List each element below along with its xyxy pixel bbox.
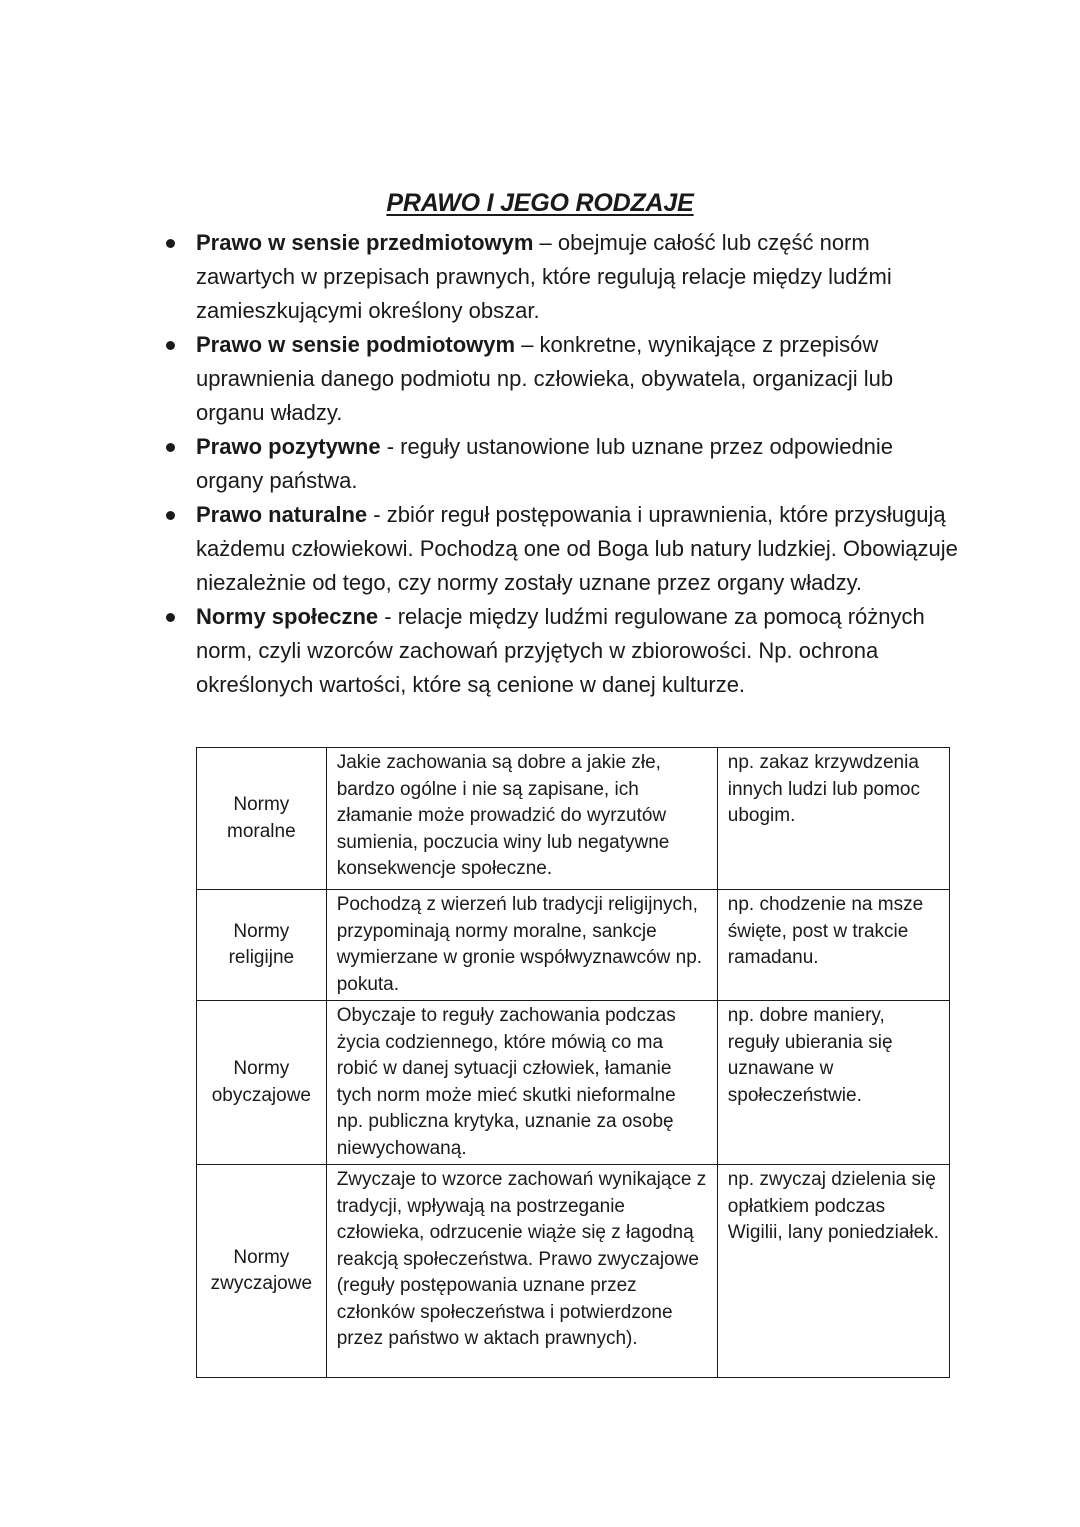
list-item-positive-law: [160, 430, 960, 498]
table-row-customary-manners: [197, 1001, 950, 1165]
page-title: PRAWO I JEGO RODZAJE: [386, 188, 694, 217]
law-types-list: [160, 226, 960, 702]
norm-example-cell: np. zwyczaj dzielenia się opłatkiem podczas Wigilii, lany poniedziałek.: [717, 1165, 949, 1378]
norm-example-cell: np. chodzenie na msze święte, post w trakcie ramadanu.: [717, 890, 949, 1001]
list-item-subjective-law: [160, 328, 960, 430]
bullet-icon: [166, 239, 175, 248]
norm-description-cell: Jakie zachowania są dobre a jakie złe, bardzo ogólne i nie są zapisane, ich złamanie może prowadzić do wyrzutów sumienia, poczucia winy lub negatywne konsekwencje społeczne.: [326, 748, 717, 890]
bullet-term: Prawo naturalne: [196, 502, 368, 527]
bullet-text: – obejmuje całość lub część norm zawartych w przepisach prawnych, które regulują relacje między ludźmi zamieszkującymi określony obszar.: [196, 230, 892, 323]
list-item-social-norms: [160, 600, 960, 702]
norm-description-cell: Obyczaje to reguły zachowania podczas życia codziennego, które mówią co ma robić w danej sytuacji człowiek, łamanie tych norm może mieć skutki nieformalne np. publiczna krytyka, uznanie za osobę niewychowaną.: [326, 1001, 717, 1165]
bullet-term: Prawo w sensie podmiotowym: [196, 332, 516, 357]
table-row-moral: [197, 748, 950, 890]
norms-table: [196, 747, 950, 1378]
bullet-term: Normy społeczne: [196, 604, 379, 629]
norm-example-cell: np. zakaz krzywdzenia innych ludzi lub pomoc ubogim.: [717, 748, 949, 890]
norm-name-cell: Normy moralne: [197, 748, 327, 890]
bullet-icon: [166, 443, 175, 452]
bullet-icon: [166, 341, 175, 350]
norm-name-cell: Normy obyczajowe: [197, 1001, 327, 1165]
norm-name-cell: Normy religijne: [197, 890, 327, 1001]
norm-name-cell: Normy zwyczajowe: [197, 1165, 327, 1378]
bullet-icon: [166, 511, 175, 520]
table-row-customs: [197, 1165, 950, 1378]
norm-example-cell: np. dobre maniery, reguły ubierania się uznawane w społeczeństwie.: [717, 1001, 949, 1165]
bullet-icon: [166, 613, 175, 622]
norm-description-cell: Zwyczaje to wzorce zachowań wynikające z tradycji, wpływają na postrzeganie człowieka, odrzucenie wiąże się z łagodną reakcją społeczeństwa. Prawo zwyczajowe (reguły postępowania uznane przez członków społeczeństwa i potwierdzone przez państwo w aktach prawnych).: [326, 1165, 717, 1378]
bullet-term: Prawo pozytywne: [196, 434, 381, 459]
bullet-text: - reguły ustanowione lub uznane przez odpowiednie organy państwa.: [196, 434, 894, 493]
bullet-text: - zbiór reguł postępowania i uprawnienia, które przysługują każdemu człowiekowi. Pochodzą one od Boga lub natury ludzkiej. Obowiązuje niezależnie od tego, czy normy zostały uznane przez organy władzy.: [196, 502, 958, 595]
bullet-term: Prawo w sensie przedmiotowym: [196, 230, 534, 255]
list-item-natural-law: [160, 498, 960, 600]
norm-description-cell: Pochodzą z wierzeń lub tradycji religijnych, przypominają normy moralne, sankcje wymierzane w gronie współwyznawców np. pokuta.: [326, 890, 717, 1001]
bullet-text: - relacje między ludźmi regulowane za pomocą różnych norm, czyli wzorców zachowań przyjętych w zbiorowości. Np. ochrona określonych wartości, które są cenione w danej kulturze.: [196, 604, 925, 697]
list-item-objective-law: [160, 226, 960, 328]
table-row-religious: [197, 890, 950, 1001]
bullet-text: – konkretne, wynikające z przepisów uprawnienia danego podmiotu np. człowieka, obywatela, organizacji lub organu władzy.: [196, 332, 894, 425]
